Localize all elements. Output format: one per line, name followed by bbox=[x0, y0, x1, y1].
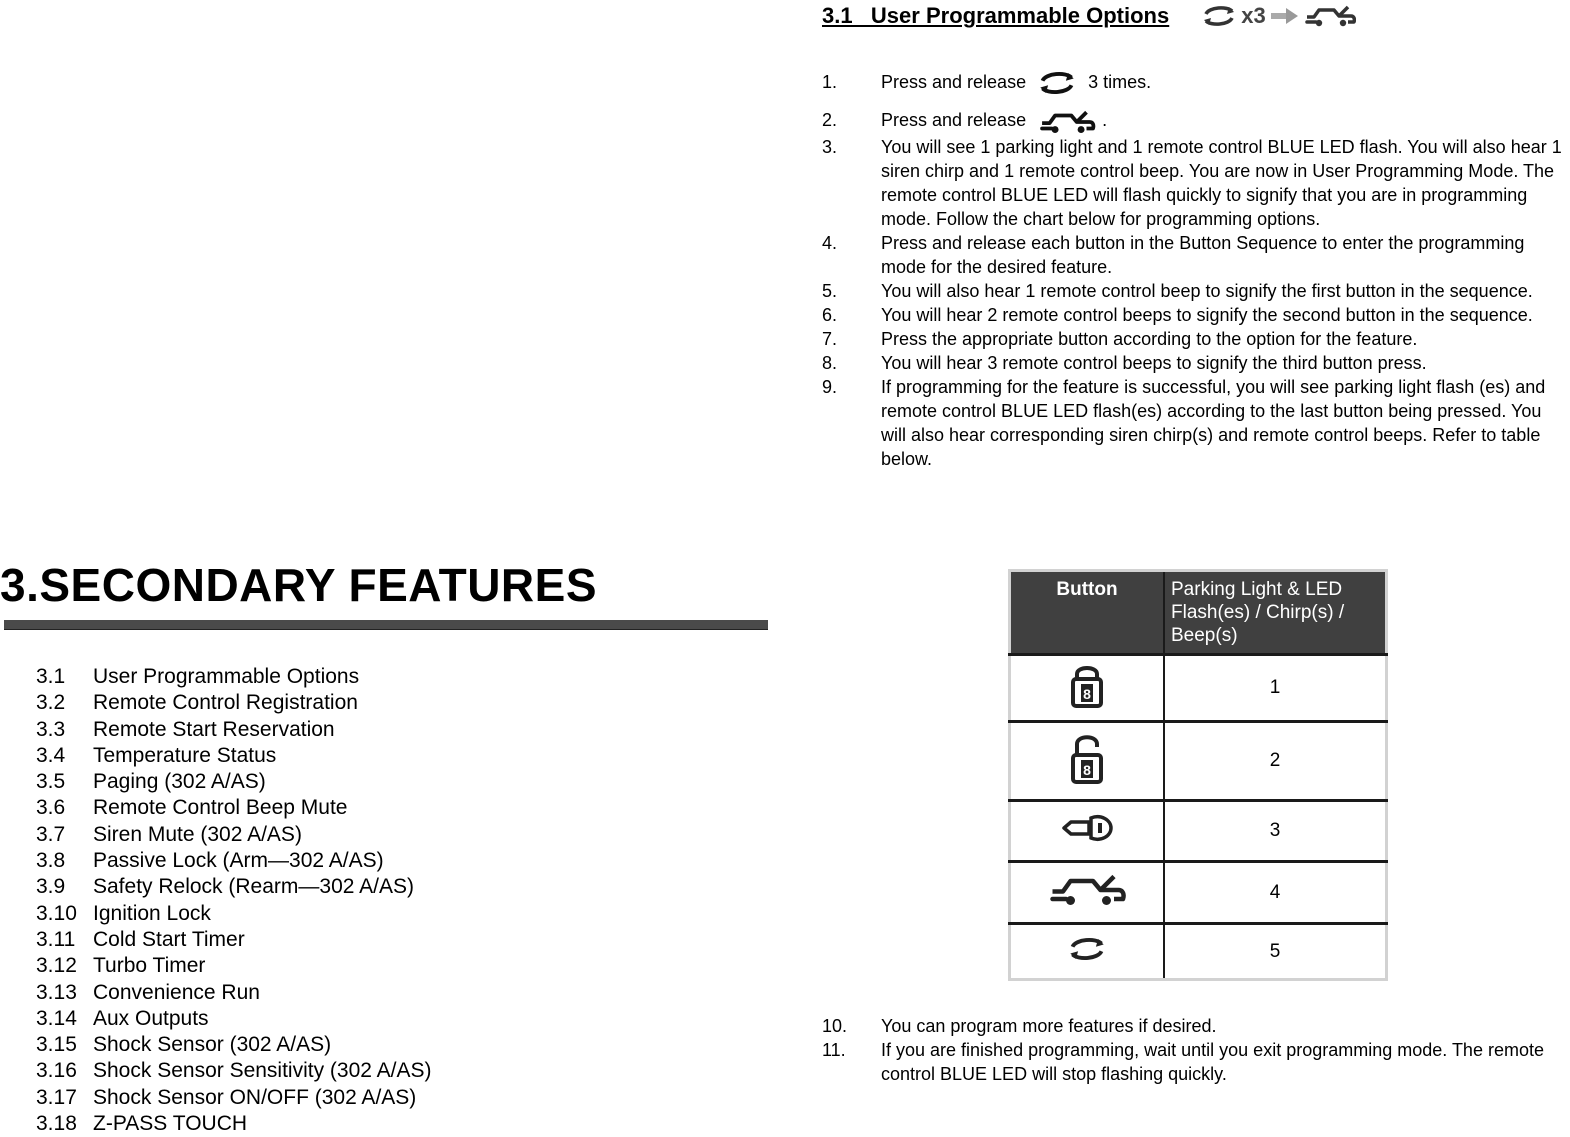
button-cell bbox=[1010, 655, 1165, 722]
key-icon bbox=[1061, 812, 1113, 844]
toc-number: 3.18 bbox=[36, 1112, 77, 1136]
toc-item bbox=[36, 953, 432, 979]
arrow-right-icon bbox=[1270, 6, 1300, 26]
step-number: 7. bbox=[822, 328, 838, 349]
step-text: Press and release bbox=[881, 110, 1027, 131]
toc-number: 3.11 bbox=[36, 927, 76, 951]
right-page bbox=[822, 0, 1570, 1134]
section-heading bbox=[822, 2, 1356, 30]
toc-title: Shock Sensor (302 A/AS) bbox=[93, 1033, 332, 1057]
button-feedback-table bbox=[1008, 569, 1388, 981]
svg-text:8: 8 bbox=[1083, 686, 1091, 702]
feedback-count: 1 bbox=[1164, 655, 1387, 722]
toc-number: 3.3 bbox=[36, 717, 66, 741]
list-item bbox=[822, 135, 1570, 231]
toc-item bbox=[36, 1111, 432, 1137]
toc-title: User Programmable Options bbox=[93, 665, 360, 688]
step-number: 9. bbox=[822, 376, 838, 397]
toc-title: Remote Control Beep Mute bbox=[93, 796, 348, 820]
toc-title: Convenience Run bbox=[93, 980, 260, 1004]
toc-number: 3.5 bbox=[36, 770, 66, 794]
header-sequence bbox=[1201, 3, 1355, 29]
toc-item bbox=[36, 664, 432, 690]
toc-item bbox=[36, 901, 432, 927]
step-text: If you are finished programming, wait until you exit programming mode. The remote control BLUE LED will stop flashing quickly. bbox=[881, 1040, 1544, 1084]
toc-number: 3.17 bbox=[36, 1085, 77, 1109]
list-item bbox=[822, 303, 1570, 327]
toc-item bbox=[36, 743, 432, 769]
times-count: x3 bbox=[1241, 3, 1266, 28]
toc-number: 3.6 bbox=[36, 796, 66, 820]
toc-title: Temperature Status bbox=[93, 743, 277, 767]
toc-title: Remote Control Registration bbox=[93, 691, 358, 715]
table-header-row bbox=[1010, 571, 1387, 655]
toc-title: Siren Mute (302 A/AS) bbox=[93, 822, 302, 846]
list-item bbox=[822, 1014, 1570, 1038]
toc-number: 3.12 bbox=[36, 954, 77, 978]
list-item bbox=[822, 351, 1570, 375]
list-item bbox=[822, 70, 1570, 96]
toc-title: Safety Relock (Rearm—302 A/AS) bbox=[93, 875, 414, 899]
button-cell bbox=[1010, 722, 1165, 801]
toc-item bbox=[36, 822, 432, 848]
toc-title: Passive Lock (Arm—302 A/AS) bbox=[93, 849, 384, 873]
instruction-steps-continued bbox=[822, 1014, 1570, 1086]
table-of-contents bbox=[36, 664, 432, 1137]
toc-item bbox=[36, 848, 432, 874]
toc-title: Shock Sensor Sensitivity (302 A/AS) bbox=[93, 1059, 432, 1083]
step-text: You will hear 2 remote control beeps to signify the second button in the sequence. bbox=[881, 304, 1533, 325]
toc-number: 3.8 bbox=[36, 849, 66, 873]
toc-number: 3.9 bbox=[36, 875, 66, 899]
toc-item bbox=[36, 980, 432, 1006]
toc-number: 3.14 bbox=[36, 1006, 77, 1030]
feedback-count: 3 bbox=[1164, 801, 1387, 862]
chapter-divider bbox=[4, 620, 768, 630]
toc-title: Ignition Lock bbox=[93, 901, 211, 925]
step-number: 1. bbox=[822, 72, 838, 92]
instruction-steps bbox=[822, 70, 1570, 471]
list-item bbox=[822, 1038, 1570, 1086]
list-item bbox=[822, 231, 1570, 279]
toc-item bbox=[36, 769, 432, 795]
step-text: You can program more features if desired. bbox=[881, 1016, 1217, 1036]
toc-number: 3.16 bbox=[36, 1059, 77, 1083]
step-text: You will also hear 1 remote control beep to signify the first button in the sequence. bbox=[881, 280, 1533, 301]
table-row bbox=[1010, 722, 1387, 801]
toc-number: 3.4 bbox=[36, 743, 66, 767]
toc-item bbox=[36, 717, 432, 743]
list-item bbox=[822, 108, 1570, 134]
step-number: 2. bbox=[822, 110, 838, 131]
toc-number: 3.1 bbox=[36, 665, 66, 688]
column-header-button: Button bbox=[1010, 571, 1165, 655]
toc-item bbox=[36, 874, 432, 900]
lock-icon bbox=[1069, 662, 1105, 708]
feedback-count: 2 bbox=[1164, 722, 1387, 801]
toc-title: Aux Outputs bbox=[93, 1006, 209, 1030]
toc-title: Turbo Timer bbox=[93, 954, 206, 978]
cycle-icon bbox=[1037, 70, 1077, 96]
toc-title: Paging (302 A/AS) bbox=[93, 770, 266, 794]
toc-item bbox=[36, 1006, 432, 1032]
step-number: 10. bbox=[822, 1016, 848, 1036]
feedback-count: 5 bbox=[1164, 924, 1387, 980]
step-text-suffix: . bbox=[1102, 110, 1108, 131]
cycle-icon bbox=[1201, 5, 1237, 27]
list-item bbox=[822, 327, 1570, 351]
list-item bbox=[822, 375, 1570, 471]
car-icon bbox=[1304, 4, 1356, 28]
unlock-icon bbox=[1069, 732, 1105, 784]
step-text: You will see 1 parking light and 1 remote control BLUE LED flash. You will also hear 1 siren chirp and 1 remote control beep. You are now in User Programming Mode. The remote control BLUE LED will flash quickly to signify that you are in programming mode. Follow the chart below for programming options. bbox=[881, 136, 1562, 229]
button-cell bbox=[1010, 924, 1165, 980]
toc-number: 3.10 bbox=[36, 901, 77, 925]
table-row bbox=[1010, 862, 1387, 924]
list-item bbox=[822, 279, 1570, 303]
column-header-feedback: Parking Light & LED Flash(es) / Chirp(s) / Beep(s) bbox=[1164, 571, 1387, 655]
step-number: 11. bbox=[822, 1040, 846, 1060]
step-text: Press and release bbox=[881, 72, 1027, 92]
feedback-count: 4 bbox=[1164, 862, 1387, 924]
button-cell bbox=[1010, 862, 1165, 924]
svg-text:8: 8 bbox=[1083, 762, 1091, 778]
toc-title: Z-PASS TOUCH bbox=[93, 1112, 248, 1136]
toc-number: 3.2 bbox=[36, 691, 66, 715]
toc-item bbox=[36, 1032, 432, 1058]
toc-item bbox=[36, 1058, 432, 1084]
chapter-title: 3.SECONDARY FEATURES bbox=[0, 559, 598, 611]
car-icon bbox=[1037, 109, 1097, 135]
step-number: 8. bbox=[822, 352, 838, 373]
step-text: Press and release each button in the Button Sequence to enter the programming mode for the desired feature. bbox=[881, 232, 1525, 277]
cycle-icon bbox=[1067, 936, 1107, 962]
toc-item bbox=[36, 795, 432, 821]
toc-number: 3.7 bbox=[36, 822, 66, 846]
toc-item bbox=[36, 927, 432, 953]
toc-title: Shock Sensor ON/OFF (302 A/AS) bbox=[93, 1085, 417, 1109]
table-row bbox=[1010, 655, 1387, 722]
step-text-suffix: 3 times. bbox=[1088, 72, 1152, 92]
button-cell bbox=[1010, 801, 1165, 862]
step-text: If programming for the feature is successful, you will see parking light flash (es) and remote control BLUE LED flash(es) according to the last button being pressed. You will also hear corresponding siren chirp(s) and remote control beeps. Refer to table below. bbox=[881, 376, 1546, 469]
toc-item bbox=[36, 690, 432, 716]
toc-title: Cold Start Timer bbox=[93, 927, 245, 951]
toc-title: Remote Start Reservation bbox=[93, 717, 335, 741]
toc-number: 3.13 bbox=[36, 980, 77, 1004]
step-number: 6. bbox=[822, 304, 838, 325]
step-number: 5. bbox=[822, 280, 838, 301]
table-row bbox=[1010, 924, 1387, 980]
toc-item bbox=[36, 1085, 432, 1111]
toc-number: 3.15 bbox=[36, 1033, 77, 1057]
section-title: 3.1 User Programmable Options bbox=[822, 3, 1170, 28]
step-text: You will hear 3 remote control beeps to signify the third button press. bbox=[881, 352, 1427, 373]
step-text: Press the appropriate button according to the option for the feature. bbox=[881, 328, 1418, 349]
step-number: 3. bbox=[822, 136, 838, 157]
car-icon bbox=[1045, 872, 1129, 908]
step-number: 4. bbox=[822, 232, 838, 253]
table-row bbox=[1010, 801, 1387, 862]
